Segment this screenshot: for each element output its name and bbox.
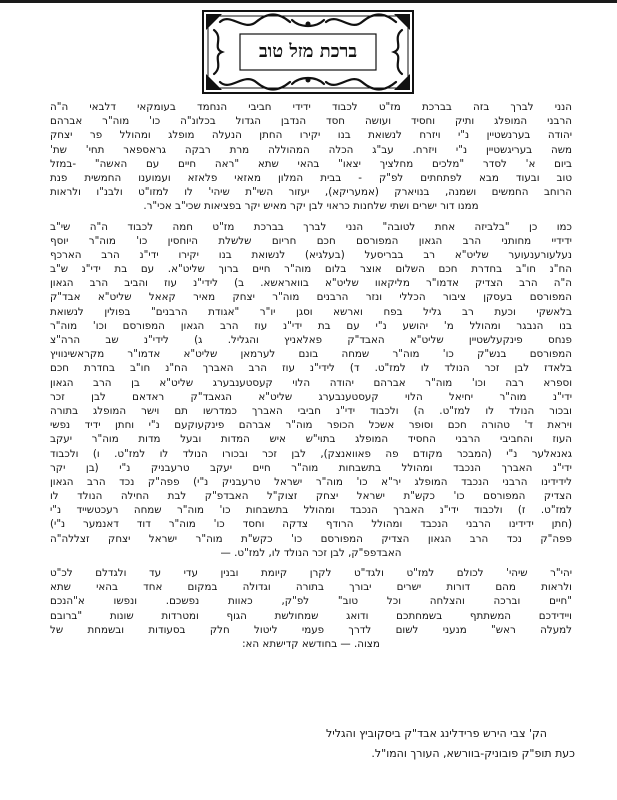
- text-line: הח"נ חו"ב בחדרת חכם השלום אוצר בלום מוה"ר חיים ברוך שליט"א. עם בת ידי"נ ש"ב: [50, 263, 572, 276]
- text-line: בלאשקי וכעת רב גליל בפח וארשא וסגן יו"ר "אגודת הרבנים" בפולין לנשואת: [50, 305, 572, 318]
- text-line: ויראת ד' טהורה חכם וסופר אשכל הכופר מוה"ר אברהם פינקעוקעם נ"י וחתן ידיד נפשי: [50, 419, 572, 432]
- text-line: ה"ה הרב הצדיק אדמו"ר מליקאוו שליט"א בוואראשא. ב) לידי"נ עוז והביב הרב הגאון: [50, 277, 572, 290]
- text-line: מצוה. — בחודשא קדישתא הא:: [242, 637, 380, 650]
- signature-title: כעת תופ"ק פובוניק-בוורשא, העורך והמו"ל.: [371, 747, 575, 760]
- text-line: ולראות מהם דורות ישרים יבורך בתורה וגדולה במקום אחד בהאי שתא: [50, 581, 572, 594]
- signature-block: [55, 724, 575, 764]
- paragraph-1: [50, 100, 572, 214]
- text-line: ובכור הנולד לו למז"ט. ה) ולכבוד ידי"נ חביבי האברך כמדרשו תם וישר המופלג בתורה: [50, 404, 572, 417]
- text-line: המפורסם בעסקן ציבור הכללי ונזר הרבנים מוה"ר יצחק מאיר קאאל שליט"א אבד"ק: [50, 291, 572, 304]
- text-line: האבדפפ"ק, לבן זכר הנולד לו, למז"ט. —: [220, 546, 402, 559]
- text-line: ויידידכם המשתתף בשמחתכם ודואג שמחולשת הגוף ומטרדות שונות "ברובם: [50, 609, 572, 622]
- text-line: בנו הנבגר ומהולל מ' יהושע נ"י עם בת ידי"נ עוז הרב הגאון המפורסם וכו' מוה"ר: [50, 319, 572, 332]
- ornamental-header-frame: [200, 8, 416, 96]
- text-line: ידי"נ האברך הנכבד ומהולל בתשבחות מוה"ר חיים יעקב טרעבניק נ"י (בן יקר: [50, 461, 572, 474]
- text-line: הרבני המופלג ותיק וחסיד ועושה חסד הנדבן הגדול בכלונ"ה כו' מוה"ר אברהם: [50, 115, 572, 128]
- text-line: ידידיי מחותני הרב הגאון המפורסם חכם חריום שלשלת היוחסין כו' מוה"ר יוסף: [50, 234, 572, 247]
- text-line: "חיים וברכה והצלחה וכל טוב" לפ"ק, כאוות נפשכם. ונפשו א"הנכם: [50, 595, 572, 608]
- text-line: פנחס פינקעלשטיין שליט"א האבד"ק פאלאניץ והגליל. ג) לידי"נ שב הרה"צ: [50, 334, 572, 346]
- letter-body: [50, 100, 572, 657]
- text-line: כמו כן "בלביזה אחת לטובה" הנני לברך בברכת מז"ט חמה לכבוד ה"ה שי"ב: [50, 220, 572, 233]
- text-line: נעלעורענעוער שליט"א רב בבריסעל (בעלגיא) לנשואת בנו יקירו ידי"נ הרב הארכף: [50, 248, 572, 261]
- scan-border: [0, 0, 617, 3]
- text-line: ביום א' לסדר "מלכים מחלציך יצאו" בהאי שתא "ראה חיים עם האשה" -במזל: [50, 157, 572, 170]
- text-line: הנני לברך בזה בברכת מז"ט לכבוד ידידי חביבי הנחמד בעומקאי דלבאי ה"ה: [50, 101, 572, 113]
- text-line: גאנאלער נ"י (המבכר מקודם פה פאוואנצק), לבן זכר ובכורו הנולד לו למז"ט. ו) ולכבוד: [50, 447, 572, 460]
- paragraph-3: [50, 566, 572, 651]
- text-line: פפה"ק נכד הרב הגאון הצדיק המפורסם כו' כקש"ת מוה"ר ישראל יצחק זצללה"ה: [50, 532, 572, 545]
- text-line: ידי"נ מוה"ר יחיאל הלוי קעסטענבערג שליט"א הגאבד"ק ראדאם לבן זכר: [50, 390, 572, 403]
- text-line: (חתן ידידינו הרבני הנכבד ומהולל הרודף צדקה וחסד כו' מוה"ר דוד דאנמער נ"י): [50, 518, 572, 531]
- paragraph-2: [50, 220, 572, 561]
- text-line: משה בעריגשטיין נ"י ויזרח. עב"ג הכלה המהוללה מרת רבקה גראספאר תחי' שת': [50, 143, 572, 156]
- text-line: העוז והחביבי הרבני החסיד המופלג בתוי"ש איש המדות ובעל מדות מוה"ר יעקב: [50, 433, 572, 446]
- text-line: יהודה בערנשטיין נ"י ויזרח לנשואת בנו יקירו החתן הנעלה מופלג ומהולל פר יצחק: [50, 129, 572, 142]
- text-line: למז"ט. ז) ולכבוד ידי"נ האברך הנכבד ומהולל בתשבחות כו' מוה"ר שמחה רעכטשייד נ"י: [50, 504, 572, 517]
- text-line: למעלה ראש" מנעני לשום לדרך פעמי ליטול חלק בסעודות ובשמחת של: [50, 623, 572, 636]
- text-line: הרוחב החמשים ושמנה, בנויארק (אמעריקא), יעזור השי"ת שיהי' לו למזו"ט ולבנ"ו ולראות: [50, 186, 572, 199]
- text-line: טוב ובעוד מבא לפתחתים לפ"ק - בבית המלון מאזאי פלאזא ועמוענו החמשית פנת: [50, 171, 572, 184]
- text-line: לידידינו הרבני הנכבד המופלג יר"א כו' מוה"ר ישראל טרעבניק נ"י) פפה"ק נכד הרב הגאון: [50, 475, 572, 488]
- greeting-title: ברכת מזל טוב: [258, 41, 358, 62]
- signature-name: הק' צבי הירש פרידלינג אבד"ק ביסקוביץ והגליל: [326, 727, 547, 740]
- text-line: ממנו דור ישרים ושתי שלחנות כראוי לבן יקר מאיש יקר בפציאות שכי"ב אכי"ר.: [143, 200, 479, 213]
- text-line: וספרא רבה וכו' מוה"ר אברהם יהודה הלוי קעסטענבערג שליט"א בן הרב הגאון: [50, 376, 572, 389]
- text-line: יהי"ר שיהי' לכולם למז"ט ולגד"ט לקרן קיומת ובנין עדי עד ולגדלם לכ"ט: [50, 567, 572, 579]
- text-line: בלאדז לבן זכר הנולד לו למז"ט. ד) לידי"נ עוז הרב האברך הח"נ חו"ב בחדרת חכם: [50, 362, 572, 375]
- text-line: המפורסם בנש"ק כו' מוה"ר שמחה בונם לערמאן שליט"א אדמו"ר מקראשינוויץ: [50, 348, 572, 361]
- text-line: הצדיק המפורסם כו' כקש"ת ישראל יצחק זצוק"ל האבדפ"ק לבת החילה הנולד לו: [50, 490, 572, 503]
